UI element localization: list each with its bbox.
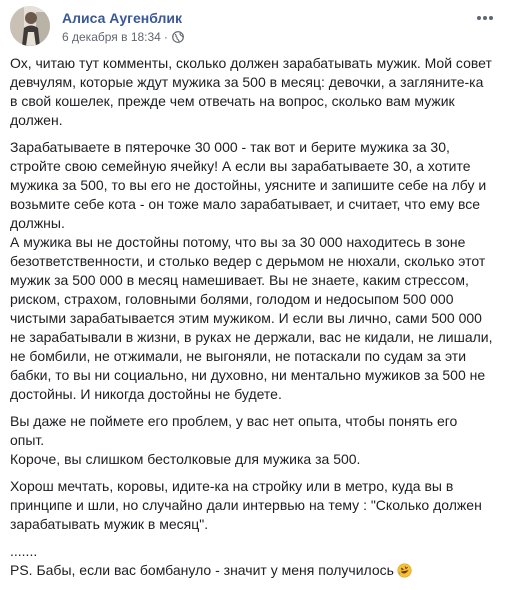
author-name[interactable]: Алиса Аугенблик: [62, 10, 183, 26]
post-ps-text: PS. Бабы, если вас бомбануло - значит у меня получилось: [10, 562, 394, 578]
post-ps-line: [10, 561, 494, 580]
ellipsis-icon: [476, 15, 494, 21]
post-paragraph: А мужика вы не достойны потому, что вы за 30 000 находитесь в зоне безответственности, и столько ведер с дерьмом не нюхали, сколько этот мужик за 500 000 в месяц намешивает. Вы не знаете, каким стрессом, риском, страхом, головными болями, голодом и недосыпом 500 000 чистыми зарабатывается этим мужиком. И если вы лично, сами 500 000 не зарабатывали в жизни, в руках не держали, вас не кидали, не лишали, не бомбили, не отжимали, не выгоняли, не потаскали по судам за эти бабки, то вы ни социально, ни духовно, ни ментально мужиков за 500 не достойны. И никогда достойны не будете.: [10, 234, 493, 402]
post-header: [10, 6, 500, 48]
post-meta: [62, 30, 184, 44]
author-avatar[interactable]: [10, 6, 50, 46]
meta-separator: ·: [163, 30, 168, 44]
globe-icon: [172, 31, 184, 43]
post-paragraph: Хорош мечтать, коровы, идите-ка на стройку или в метро, куда вы в принципе и шли, но случайно дали интервью на тему : "Сколько должен зарабатывать мужик в месяц".: [10, 478, 482, 532]
post-paragraph: Ох, читаю тут комменты, сколько должен зарабатывать мужик. Мой совет девчулям, которые ждут мужика за 500 в месяц: девочки, а загляните-ка в свой кошелек, прежде чем отвечать на вопрос, сколько вам мужик должен.: [10, 55, 492, 128]
more-options-button[interactable]: [474, 10, 496, 26]
post-paragraph: .......: [10, 543, 38, 559]
post-paragraph: Вы даже не поймете его проблем, у вас нет опыта, чтобы понять его опыт.: [10, 413, 458, 448]
post-paragraph: Зарабатываете в пятерочке 30 000 - так вот и берите мужика за 30, стройте свою семейную ячейку! А если вы зарабатываете 30, а хотите мужика за 500, то вы его не достойны, уясните и запишите себе на лбу и возьмите себе кота - он тоже мало зарабатывает, и считает, что ему все должны.: [10, 139, 487, 231]
post-body: [10, 54, 494, 580]
avatar-photo: [10, 6, 50, 46]
rolling-on-floor-laughing-emoji: [397, 563, 412, 578]
post-timestamp[interactable]: 6 декабря в 18:34: [62, 30, 161, 44]
post-paragraph: Короче, вы слишком бестолковые для мужика за 500.: [10, 451, 361, 467]
